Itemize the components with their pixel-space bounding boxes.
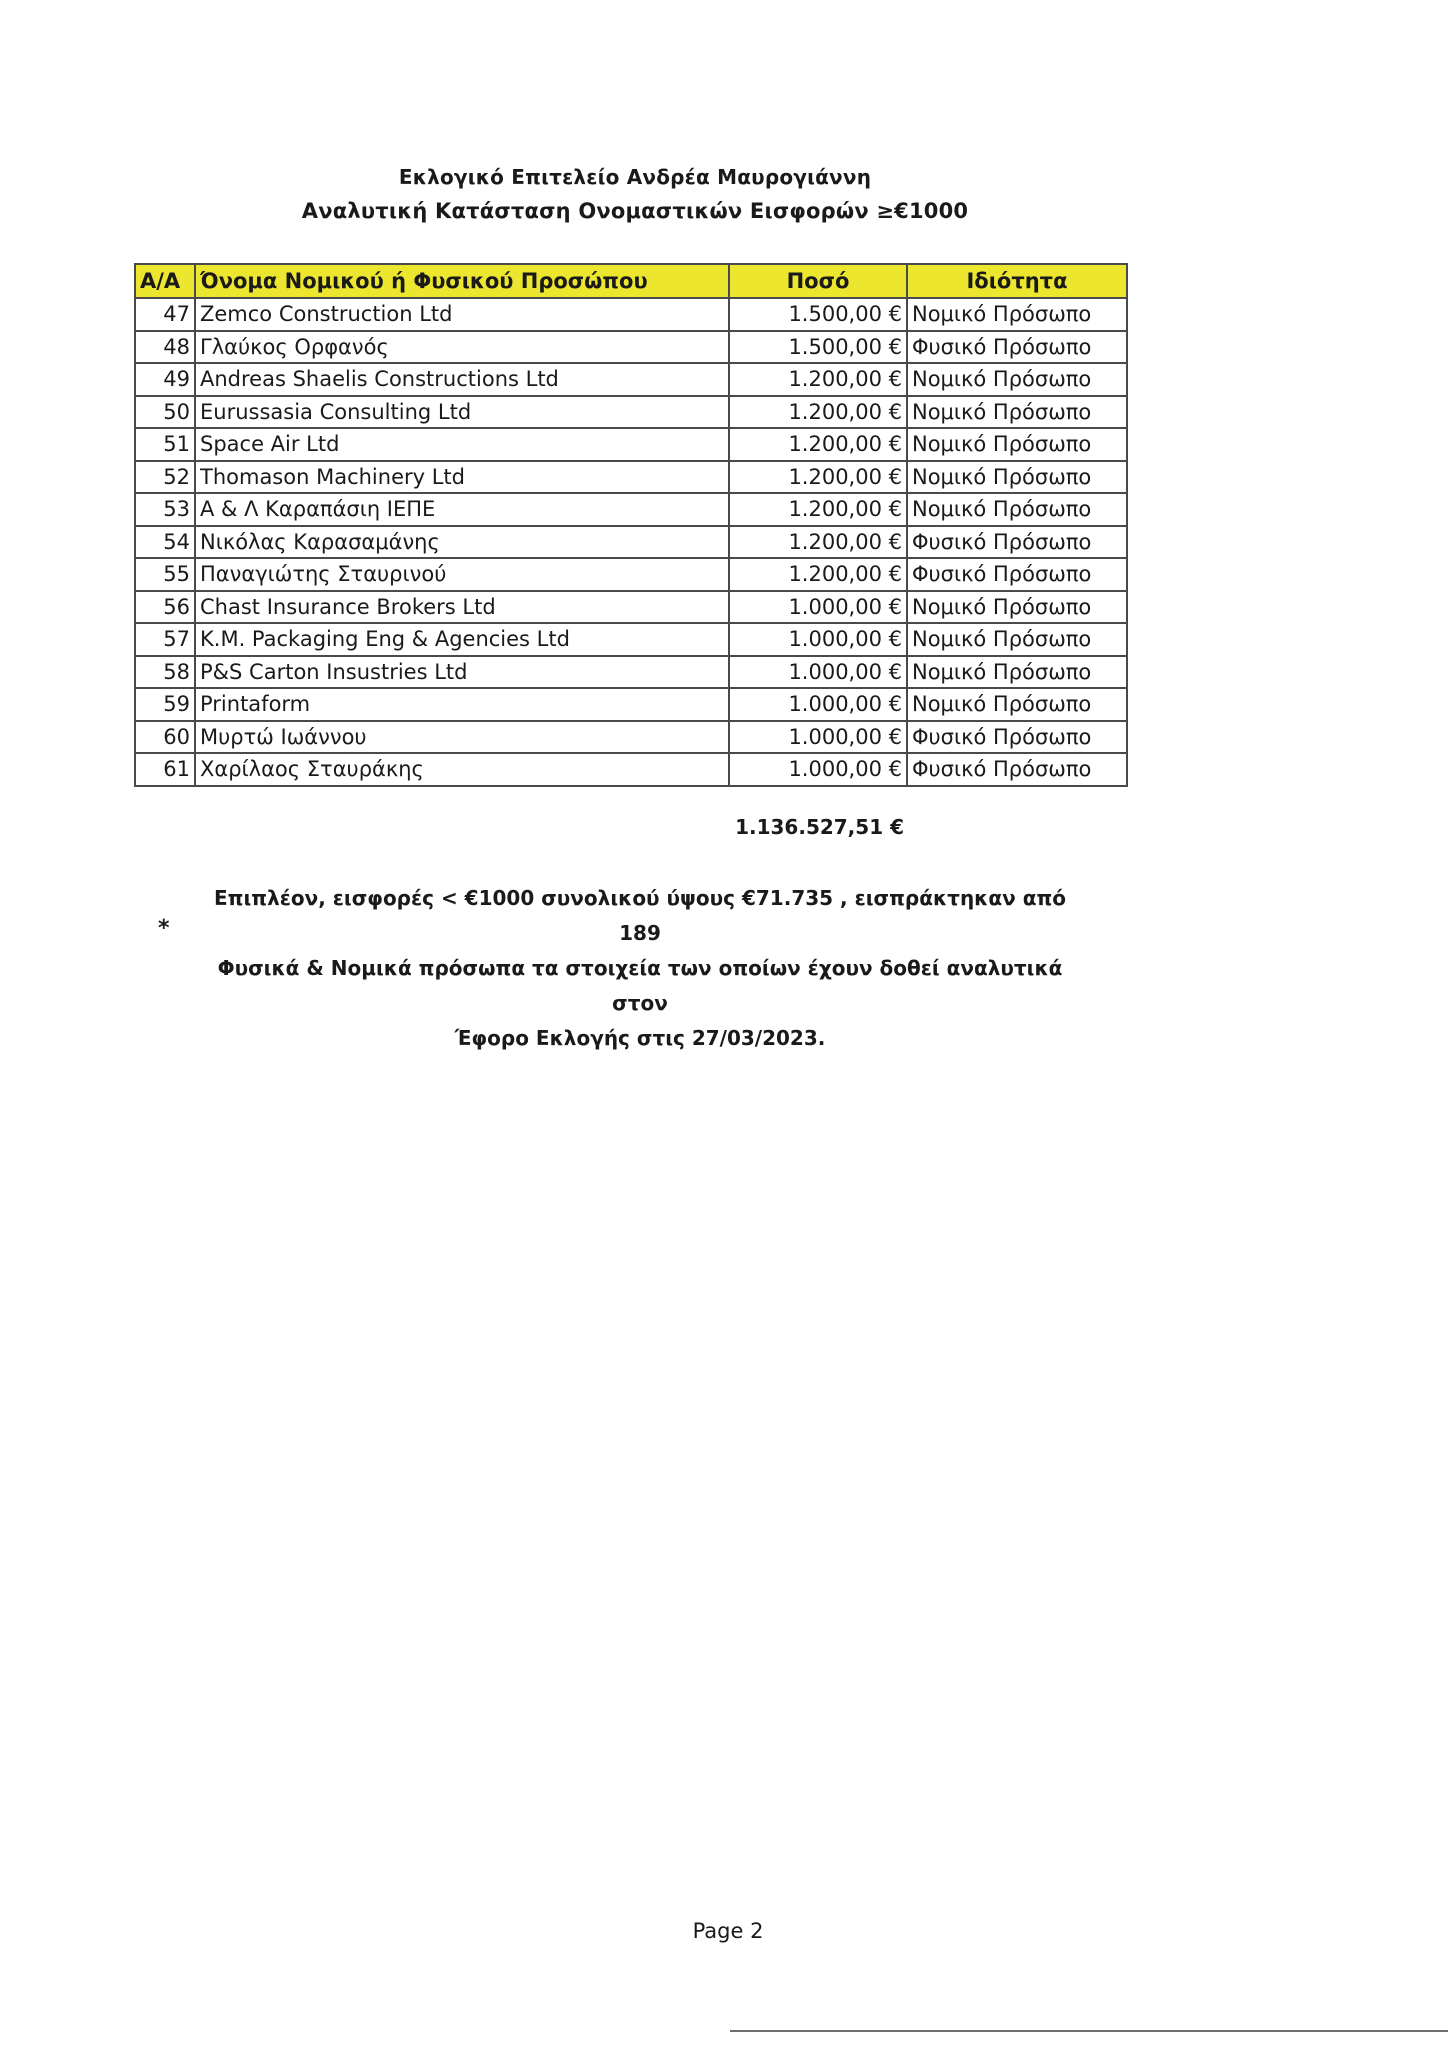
- table-row: [135, 331, 1127, 364]
- row-number: 56: [135, 591, 195, 624]
- contributor-name: Andreas Shaelis Constructions Ltd: [195, 363, 729, 396]
- table-row: [135, 526, 1127, 559]
- row-number: 59: [135, 688, 195, 721]
- row-number: 50: [135, 396, 195, 429]
- table-row: [135, 591, 1127, 624]
- contributor-name: K.M. Packaging Eng & Agencies Ltd: [195, 623, 729, 656]
- total-amount: 1.136.527,51 €: [735, 815, 904, 839]
- entity-type: Νομικό Πρόσωπο: [907, 591, 1127, 624]
- contributor-name: Thomason Machinery Ltd: [195, 461, 729, 494]
- contribution-amount: 1.000,00 €: [729, 591, 907, 624]
- contribution-amount: 1.200,00 €: [729, 526, 907, 559]
- contributor-name: Α & Λ Καραπάσιη ΙΕΠΕ: [195, 493, 729, 526]
- row-number: 52: [135, 461, 195, 494]
- contribution-amount: 1.200,00 €: [729, 363, 907, 396]
- contribution-amount: 1.000,00 €: [729, 688, 907, 721]
- row-number: 60: [135, 721, 195, 754]
- entity-type: Φυσικό Πρόσωπο: [907, 526, 1127, 559]
- entity-type: Φυσικό Πρόσωπο: [907, 558, 1127, 591]
- table-body: [135, 298, 1127, 786]
- footnote-line-3: Έφορο Εκλογής στις 27/03/2023.: [454, 1026, 826, 1050]
- contributor-name: Χαρίλαος Σταυράκης: [195, 753, 729, 786]
- contribution-amount: 1.500,00 €: [729, 331, 907, 364]
- contribution-amount: 1.200,00 €: [729, 461, 907, 494]
- row-number: 47: [135, 298, 195, 331]
- contributor-name: Eurussasia Consulting Ltd: [195, 396, 729, 429]
- contribution-amount: 1.200,00 €: [729, 428, 907, 461]
- contribution-amount: 1.000,00 €: [729, 656, 907, 689]
- row-number: 49: [135, 363, 195, 396]
- contribution-amount: 1.000,00 €: [729, 623, 907, 656]
- page-number: Page 2: [692, 1919, 764, 1943]
- footnote: [200, 881, 1080, 1056]
- entity-type: Νομικό Πρόσωπο: [907, 688, 1127, 721]
- column-header-amount: Ποσό: [729, 264, 907, 298]
- entity-type: Νομικό Πρόσωπο: [907, 396, 1127, 429]
- entity-type: Νομικό Πρόσωπο: [907, 461, 1127, 494]
- entity-type: Φυσικό Πρόσωπο: [907, 721, 1127, 754]
- table-row: [135, 298, 1127, 331]
- document-title: Εκλογικό Επιτελείο Ανδρέα Μαυρογιάννη: [398, 165, 872, 189]
- contributor-name: Printaform: [195, 688, 729, 721]
- contribution-amount: 1.200,00 €: [729, 493, 907, 526]
- entity-type: Νομικό Πρόσωπο: [907, 428, 1127, 461]
- contributor-name: Νικόλας Καρασαμάνης: [195, 526, 729, 559]
- contribution-amount: 1.500,00 €: [729, 298, 907, 331]
- row-number: 55: [135, 558, 195, 591]
- table-row: [135, 428, 1127, 461]
- contributor-name: Γλαύκος Ορφανός: [195, 331, 729, 364]
- note-marker: *: [158, 916, 170, 941]
- contributor-name: Chast Insurance Brokers Ltd: [195, 591, 729, 624]
- table-row: [135, 493, 1127, 526]
- table-row: [135, 363, 1127, 396]
- footnote-line-2: Φυσικά & Νομικά πρόσωπα τα στοιχεία των οποίων έχουν δοθεί αναλυτικά στον: [217, 956, 1063, 1015]
- contribution-amount: 1.000,00 €: [729, 753, 907, 786]
- contributor-name: Space Air Ltd: [195, 428, 729, 461]
- row-number: 61: [135, 753, 195, 786]
- contribution-amount: 1.200,00 €: [729, 558, 907, 591]
- entity-type: Νομικό Πρόσωπο: [907, 656, 1127, 689]
- contributor-name: Μυρτώ Ιωάννου: [195, 721, 729, 754]
- contributor-name: Zemco Construction Ltd: [195, 298, 729, 331]
- document-subtitle: Αναλυτική Κατάσταση Ονομαστικών Εισφορών ≥€1000: [301, 199, 969, 223]
- table-row: [135, 396, 1127, 429]
- column-header-type: Ιδιότητα: [907, 264, 1127, 298]
- table-row: [135, 688, 1127, 721]
- entity-type: Νομικό Πρόσωπο: [907, 298, 1127, 331]
- row-number: 57: [135, 623, 195, 656]
- table-row: [135, 623, 1127, 656]
- entity-type: Νομικό Πρόσωπο: [907, 623, 1127, 656]
- table-header-row: [135, 264, 1127, 298]
- row-number: 51: [135, 428, 195, 461]
- table-row: [135, 753, 1127, 786]
- contribution-amount: 1.200,00 €: [729, 396, 907, 429]
- scan-edge-line: [730, 2030, 1448, 2032]
- row-number: 53: [135, 493, 195, 526]
- entity-type: Φυσικό Πρόσωπο: [907, 331, 1127, 364]
- contributor-name: Παναγιώτης Σταυρινού: [195, 558, 729, 591]
- table-row: [135, 558, 1127, 591]
- column-header-name: Όνομα Νομικού ή Φυσικού Προσώπου: [195, 264, 729, 298]
- table-row: [135, 656, 1127, 689]
- row-number: 48: [135, 331, 195, 364]
- row-number: 58: [135, 656, 195, 689]
- contribution-amount: 1.000,00 €: [729, 721, 907, 754]
- footnote-line-1: Επιπλέον, εισφορές < €1000 συνολικού ύψους €71.735 , εισπράκτηκαν από 189: [213, 886, 1067, 945]
- table-row: [135, 721, 1127, 754]
- contributions-table: [134, 263, 1128, 787]
- entity-type: Φυσικό Πρόσωπο: [907, 753, 1127, 786]
- entity-type: Νομικό Πρόσωπο: [907, 363, 1127, 396]
- contributor-name: P&S Carton Insustries Ltd: [195, 656, 729, 689]
- column-header-aa: Α/Α: [135, 264, 195, 298]
- row-number: 54: [135, 526, 195, 559]
- entity-type: Νομικό Πρόσωπο: [907, 493, 1127, 526]
- table-row: [135, 461, 1127, 494]
